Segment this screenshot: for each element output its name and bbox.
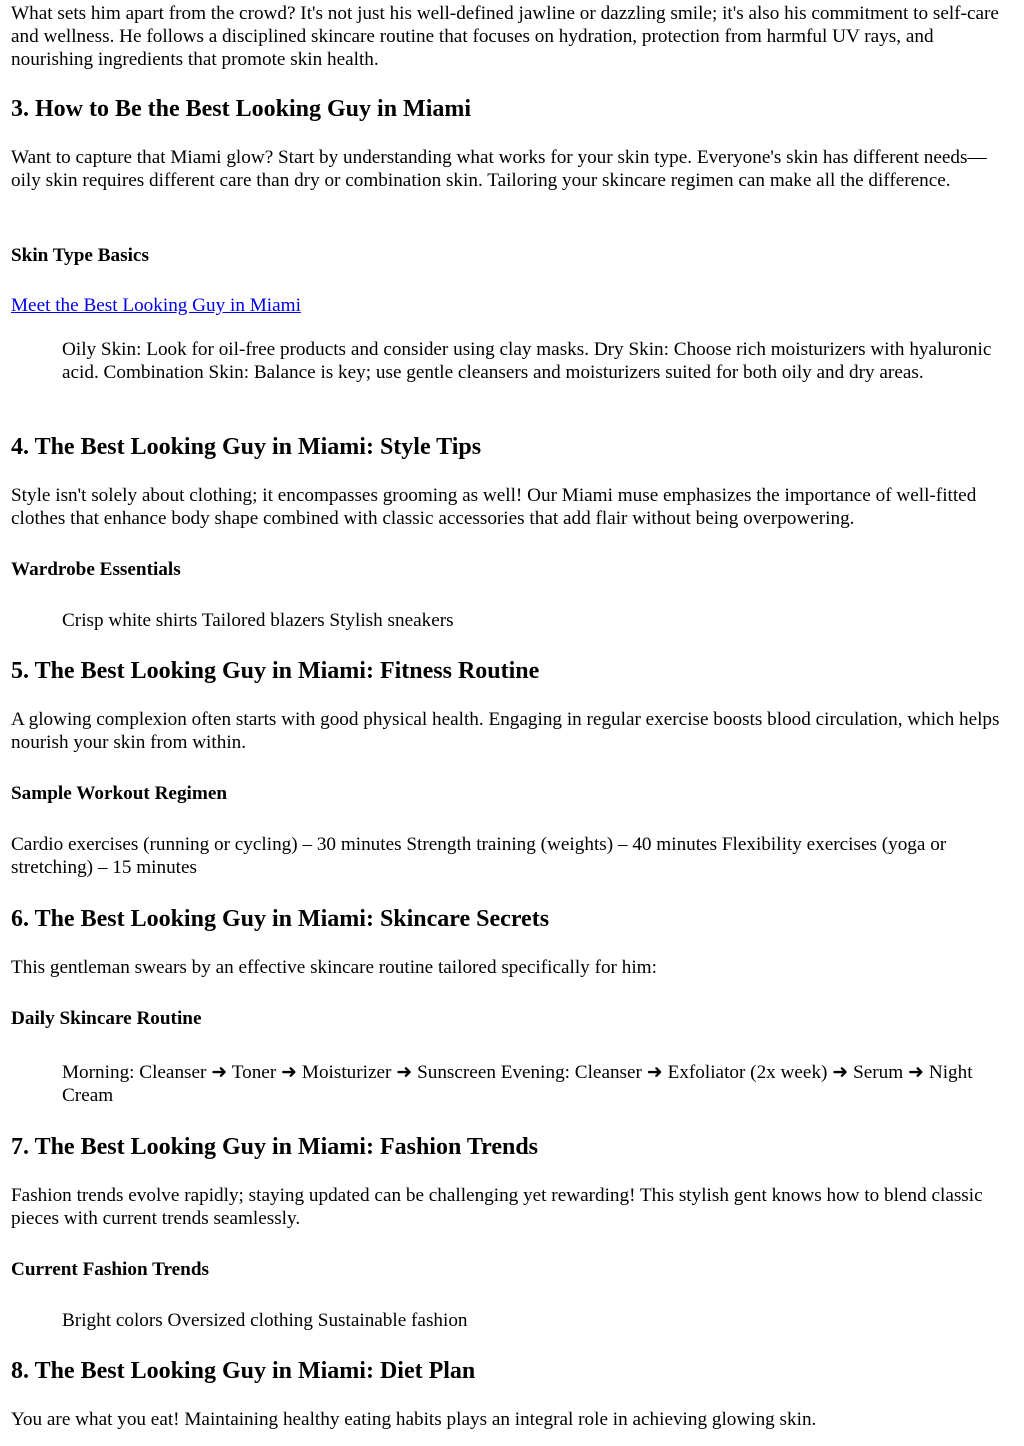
section-7-subheading: Current Fashion Trends [11,1259,209,1280]
section-5-heading: 5. The Best Looking Guy in Miami: Fitness Routine [11,658,540,684]
section-6-paragraph: This gentleman swears by an effective skincare routine tailored specifically for him: [11,957,657,978]
section-3-paragraph: Want to capture that Miami glow? Start by understanding what works for your skin type. Everyone's skin has different needs—oily skin requires different care than dry or combination skin. Tailoring your skincare regimen can make all the difference. [11,147,987,191]
section-5-paragraph: A glowing complexion often starts with good physical health. Engaging in regular exercise boosts blood circulation, which helps nourish your skin from within. [11,709,1000,753]
intro-paragraph: What sets him apart from the crowd? It's not just his well-defined jawline or dazzling smile; it's also his commitment to self-care and wellness. He follows a disciplined skincare routine that focuses on hydration, protection from harmful UV rays, and nourishing ingredients that promote skin health. [11,3,999,70]
section-8-heading: 8. The Best Looking Guy in Miami: Diet Plan [11,1358,476,1384]
section-4-subheading: Wardrobe Essentials [11,559,181,580]
section-3-heading: 3. How to Be the Best Looking Guy in Miami [11,96,472,122]
section-6-subheading: Daily Skincare Routine [11,1008,202,1029]
section-7-heading: 7. The Best Looking Guy in Miami: Fashion Trends [11,1134,539,1160]
section-5-subheading: Sample Workout Regimen [11,783,228,804]
section-4-paragraph: Style isn't solely about clothing; it encompasses grooming as well! Our Miami muse emphasizes the importance of well-fitted clothes that enhance body shape combined with classic accessories that add flair without being overpowering. [11,485,977,529]
meet-best-looking-guy-link[interactable]: Meet the Best Looking Guy in Miami [11,295,301,316]
section-5-workout-list: Cardio exercises (running or cycling) – 30 minutes Strength training (weights) – 40 minutes Flexibility exercises (yoga or stretching) – 15 minutes [11,834,947,878]
section-4-quote: Crisp white shirts Tailored blazers Stylish sneakers [62,610,454,631]
section-6-heading: 6. The Best Looking Guy in Miami: Skincare Secrets [11,906,550,932]
section-3-quote: Oily Skin: Look for oil-free products and consider using clay masks. Dry Skin: Choose rich moisturizers with hyaluronic acid. Combination Skin: Balance is key; use gentle cleansers and moisturizers suited for both oily and dry areas. [62,339,992,383]
section-3-link-wrap [11,294,1011,317]
section-7-paragraph: Fashion trends evolve rapidly; staying updated can be challenging yet rewarding! This stylish gent knows how to blend classic pieces with current trends seamlessly. [11,1185,983,1229]
section-7-quote: Bright colors Oversized clothing Sustainable fashion [62,1310,468,1331]
section-6-quote: Morning: Cleanser ➜ Toner ➜ Moisturizer ➜ Sunscreen Evening: Cleanser ➜ Exfoliator (2x week) ➜ Serum ➜ Night Cream [62,1062,973,1106]
section-3-subheading: Skin Type Basics [11,245,149,266]
section-4-heading: 4. The Best Looking Guy in Miami: Style Tips [11,434,482,460]
section-8-paragraph: You are what you eat! Maintaining healthy eating habits plays an integral role in achieving glowing skin. [11,1409,817,1430]
